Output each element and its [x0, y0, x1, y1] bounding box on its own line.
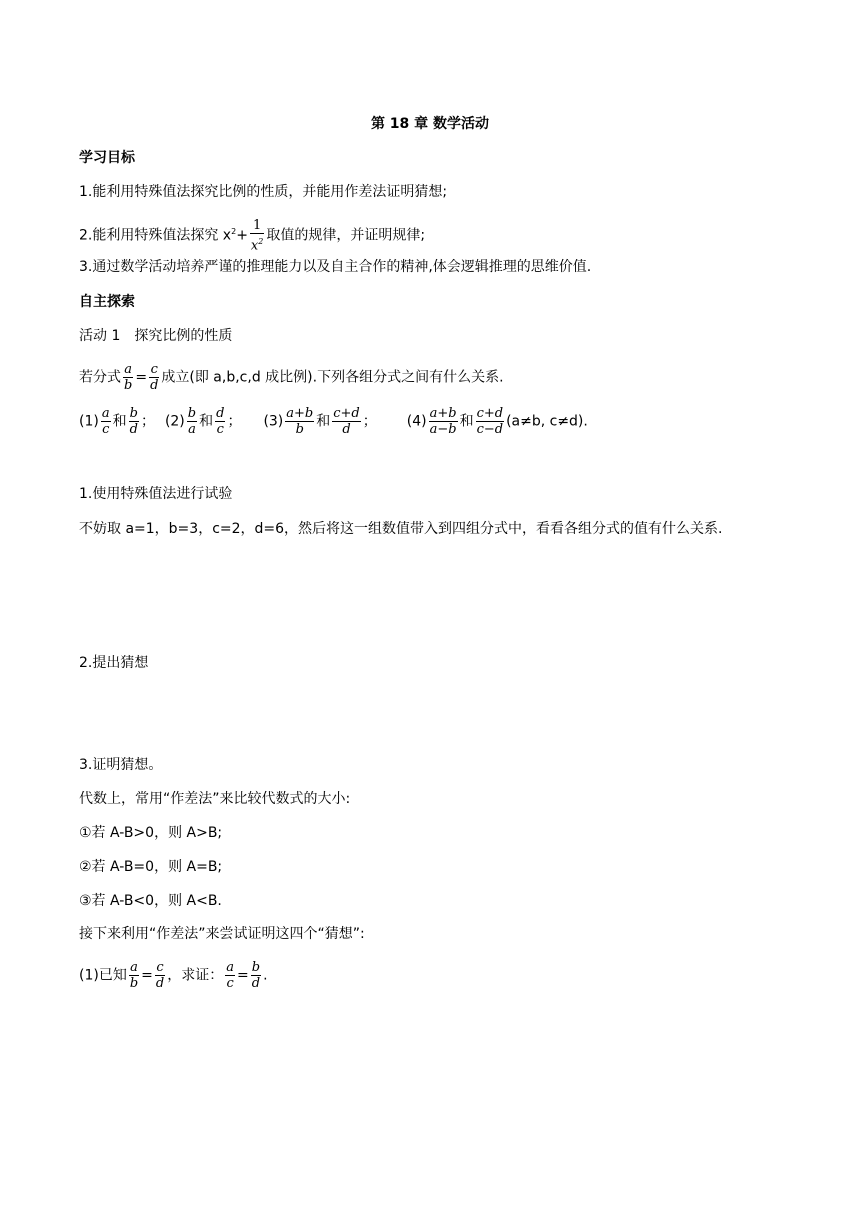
rule-2: ②若 A-B=0，则 A=B; [79, 859, 223, 875]
x-exponent: 2 [231, 227, 237, 237]
den-b: b [124, 378, 133, 393]
group-3-label: (3) [263, 413, 284, 430]
group-3-end: ； [362, 413, 377, 430]
num-b: b [251, 960, 261, 975]
rule-3: ③若 A-B<0，则 A<B. [79, 893, 222, 909]
fraction-b-over-a [187, 406, 197, 437]
group-4-end: (a≠b, c≠d). [506, 413, 588, 430]
group-3-and: 和 [316, 413, 331, 430]
num-cplusd: c+d [476, 406, 504, 421]
next-instruction: 接下来利用“作差法”来尝试证明这四个“猜想”: [79, 926, 365, 942]
fraction-c-over-d [155, 960, 165, 991]
goal-item-3: 3.通过数学活动培养严谨的推理能力以及自主合作的精神,体会逻辑推理的思维价值. [79, 259, 592, 275]
group-1-label: (1) [79, 413, 99, 430]
den-d: d [342, 422, 351, 437]
fraction-aplusb-over-aminusb [429, 406, 458, 437]
num-cplusd: c+d [333, 406, 360, 421]
page-title: 第 18 章 数学活动 [370, 116, 490, 132]
fraction-a-over-c [101, 406, 111, 437]
num-a: a [226, 960, 234, 975]
step-2-heading: 2.提出猜想 [79, 655, 149, 671]
step-1-text: 不妨取 a=1，b=3，c=2，d=6，然后将这一组数值带入到四组分式中，看看各组分式的值有什么关系. [79, 521, 723, 537]
plus-sign: + [236, 227, 248, 244]
explore-heading: 自主探索 [79, 294, 135, 310]
fraction-one-over-x-squared [250, 218, 264, 253]
fraction-a-over-b [129, 960, 139, 991]
num-a: a [101, 406, 110, 421]
den-c: c [226, 976, 234, 991]
num-b: b [187, 406, 197, 421]
group-4-and: 和 [459, 413, 474, 430]
fraction-aplusb-over-b [285, 406, 314, 437]
num-aplusb: a+b [429, 406, 457, 421]
group-1-and: 和 [112, 413, 127, 430]
premise-post: 成立(即 a,b,c,d 成比例).下列各组分式之间有什么关系. [161, 369, 504, 386]
proof-mid: ，求证： [167, 967, 224, 984]
fraction-b-over-d [129, 406, 139, 437]
equals-sign: = [135, 369, 148, 386]
fraction-cplusd-over-cminusd [476, 406, 505, 437]
num-aplusb: a+b [286, 406, 314, 421]
rule-1: ①若 A-B>0，则 A>B; [79, 825, 223, 841]
goal-item-2-pre: 2.能利用特殊值法探究 x [79, 227, 232, 244]
goal-item-2 [79, 218, 425, 253]
proof-line [79, 960, 268, 991]
den-d: d [251, 976, 261, 991]
num-c: c [150, 362, 158, 377]
fraction-d-over-c [215, 406, 225, 437]
proof-pre: (1)已知 [79, 967, 127, 984]
num-b: b [129, 406, 138, 421]
fraction-numerator: 1 [250, 218, 264, 234]
fraction-cplusd-over-d [332, 406, 361, 437]
group-2-and: 和 [199, 413, 214, 430]
group-2-end: ； [227, 413, 242, 430]
step-1-heading: 1.使用特殊值法进行试验 [79, 486, 233, 502]
den-cminusd: c−d [476, 422, 504, 437]
den-c: c [102, 422, 110, 437]
den-d: d [155, 976, 165, 991]
den-d: d [150, 378, 159, 393]
num-c: c [156, 960, 164, 975]
premise-pre: 若分式 [79, 369, 121, 386]
fraction-a-over-c [225, 960, 235, 991]
group-2-label: (2) [164, 413, 185, 430]
den-b: b [295, 422, 304, 437]
activity-title: 活动 1 探究比例的性质 [79, 328, 233, 344]
goal-item-2-post: 取值的规律，并证明规律; [266, 227, 426, 244]
num-a: a [130, 960, 138, 975]
den-a: a [188, 422, 196, 437]
premise-line [79, 362, 504, 393]
fraction-c-over-d [149, 362, 159, 393]
den-c: c [216, 422, 224, 437]
step-3-heading: 3.证明猜想。 [79, 757, 163, 773]
num-a: a [124, 362, 133, 377]
den-aminusb: a−b [429, 422, 457, 437]
group-4-label: (4) [406, 413, 427, 430]
equals-sign: = [237, 967, 249, 984]
den-exponent: 2 [258, 237, 264, 246]
den-b: b [129, 976, 139, 991]
fraction-groups-line [79, 406, 588, 437]
fraction-b-over-d [251, 960, 261, 991]
den-x: x [250, 238, 259, 254]
den-d: d [129, 422, 138, 437]
method-intro: 代数上，常用“作差法”来比较代数式的大小: [79, 791, 351, 807]
proof-end: . [263, 967, 268, 984]
fraction-a-over-b [123, 362, 133, 393]
goals-heading: 学习目标 [79, 150, 135, 166]
fraction-denominator [250, 234, 264, 253]
goal-item-1: 1.能利用特殊值法探究比例的性质，并能用作差法证明猜想; [79, 184, 448, 200]
group-1-end: ； [140, 413, 155, 430]
equals-sign: = [141, 967, 153, 984]
num-d: d [216, 406, 225, 421]
